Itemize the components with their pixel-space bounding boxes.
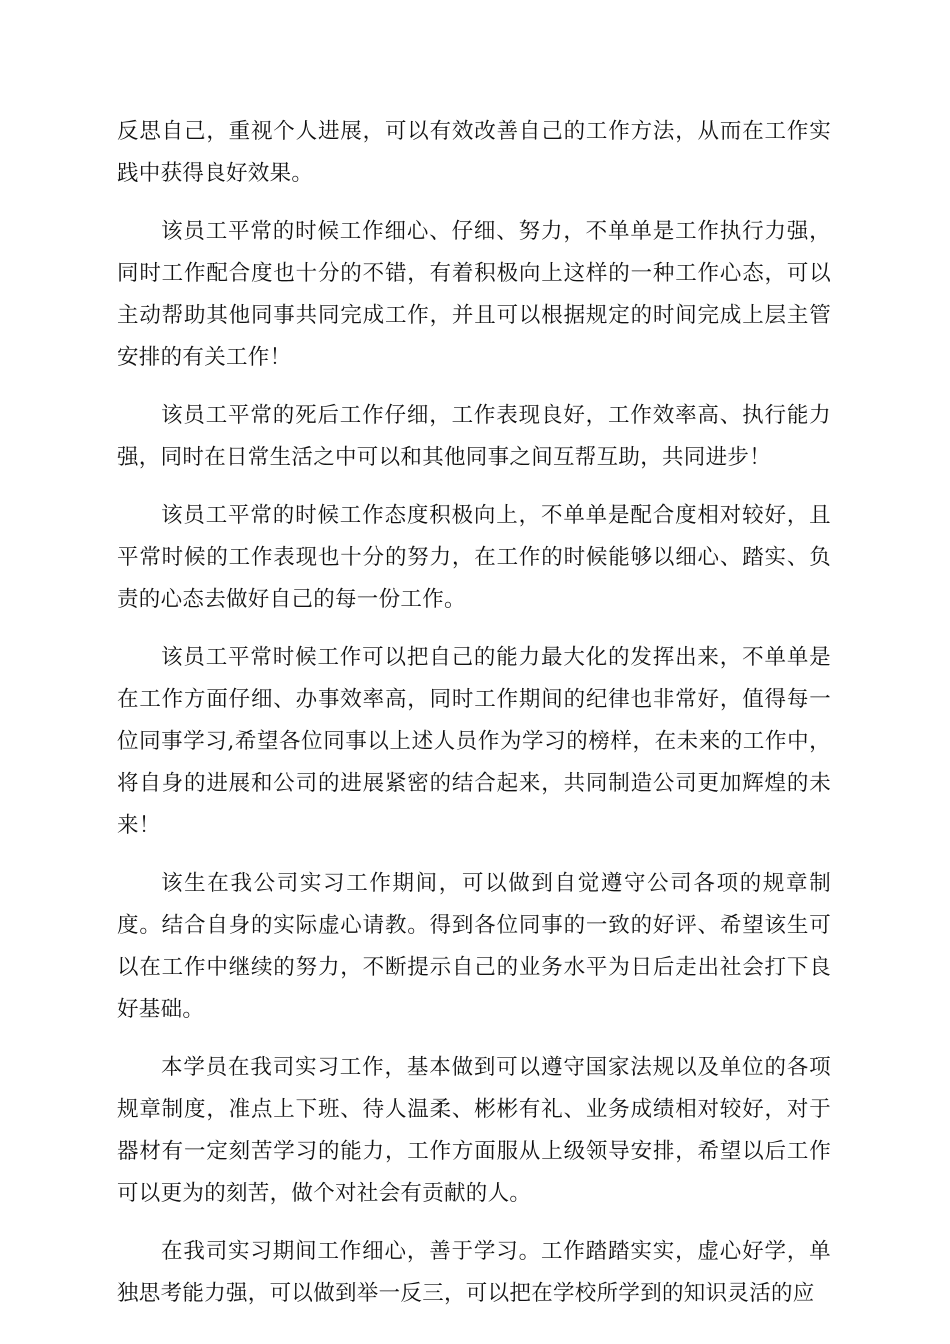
paragraph-7: 本学员在我司实习工作，基本做到可以遵守国家法规以及单位的各项规章制度，准点上下班、待人温柔、彬彬有礼、业务成绩相对较好，对于器材有一定刻苦学习的能力，工作方面服从上级领导安排，希望以后工作可以更为的刻苦，做个对社会有贡献的人。 [117, 1055, 831, 1206]
paragraph-5: 该员工平常时候工作可以把自己的能力最大化的发挥出来，不单单是在工作方面仔细、办事效率高，同时工作期间的纪律也非常好，值得每一位同事学习,希望各位同事以上述人员作为学习的榜样，在未来的工作中，将自身的进展和公司的进展紧密的结合起来，共同制造公司更加辉煌的未来！ [117, 645, 831, 838]
paragraph-2: 该员工平常的时候工作细心、仔细、努力，不单单是工作执行力强，同时工作配合度也十分的不错，有着积极向上这样的一种工作心态，可以主动帮助其他同事共同完成工作，并且可以根据规定的时间完成上层主管安排的有关工作！ [117, 219, 831, 370]
paragraph-8: 在我司实习期间工作细心，善于学习。工作踏踏实实，虚心好学，单独思考能力强，可以做到举一反三，可以把在学校所学到的知识灵活的应 [117, 1239, 831, 1306]
paragraph-6: 该生在我公司实习工作期间，可以做到自觉遵守公司各项的规章制度。结合自身的实际虚心请教。得到各位同事的一致的好评、希望该生可以在工作中继续的努力，不断提示自己的业务水平为日后走出社会打下良好基础。 [117, 871, 831, 1022]
paragraph-3: 该员工平常的死后工作仔细，工作表现良好，工作效率高、执行能力强，同时在日常生活之中可以和其他同事之间互帮互助，共同进步！ [117, 403, 831, 470]
document-body [117, 111, 831, 1331]
paragraph-1: 反思自己，重视个人进展，可以有效改善自己的工作方法，从而在工作实践中获得良好效果。 [117, 119, 831, 186]
paragraph-4: 该员工平常的时候工作态度积极向上，不单单是配合度相对较好，且平常时候的工作表现也十分的努力，在工作的时候能够以细心、踏实、负责的心态去做好自己的每一份工作。 [117, 503, 831, 612]
